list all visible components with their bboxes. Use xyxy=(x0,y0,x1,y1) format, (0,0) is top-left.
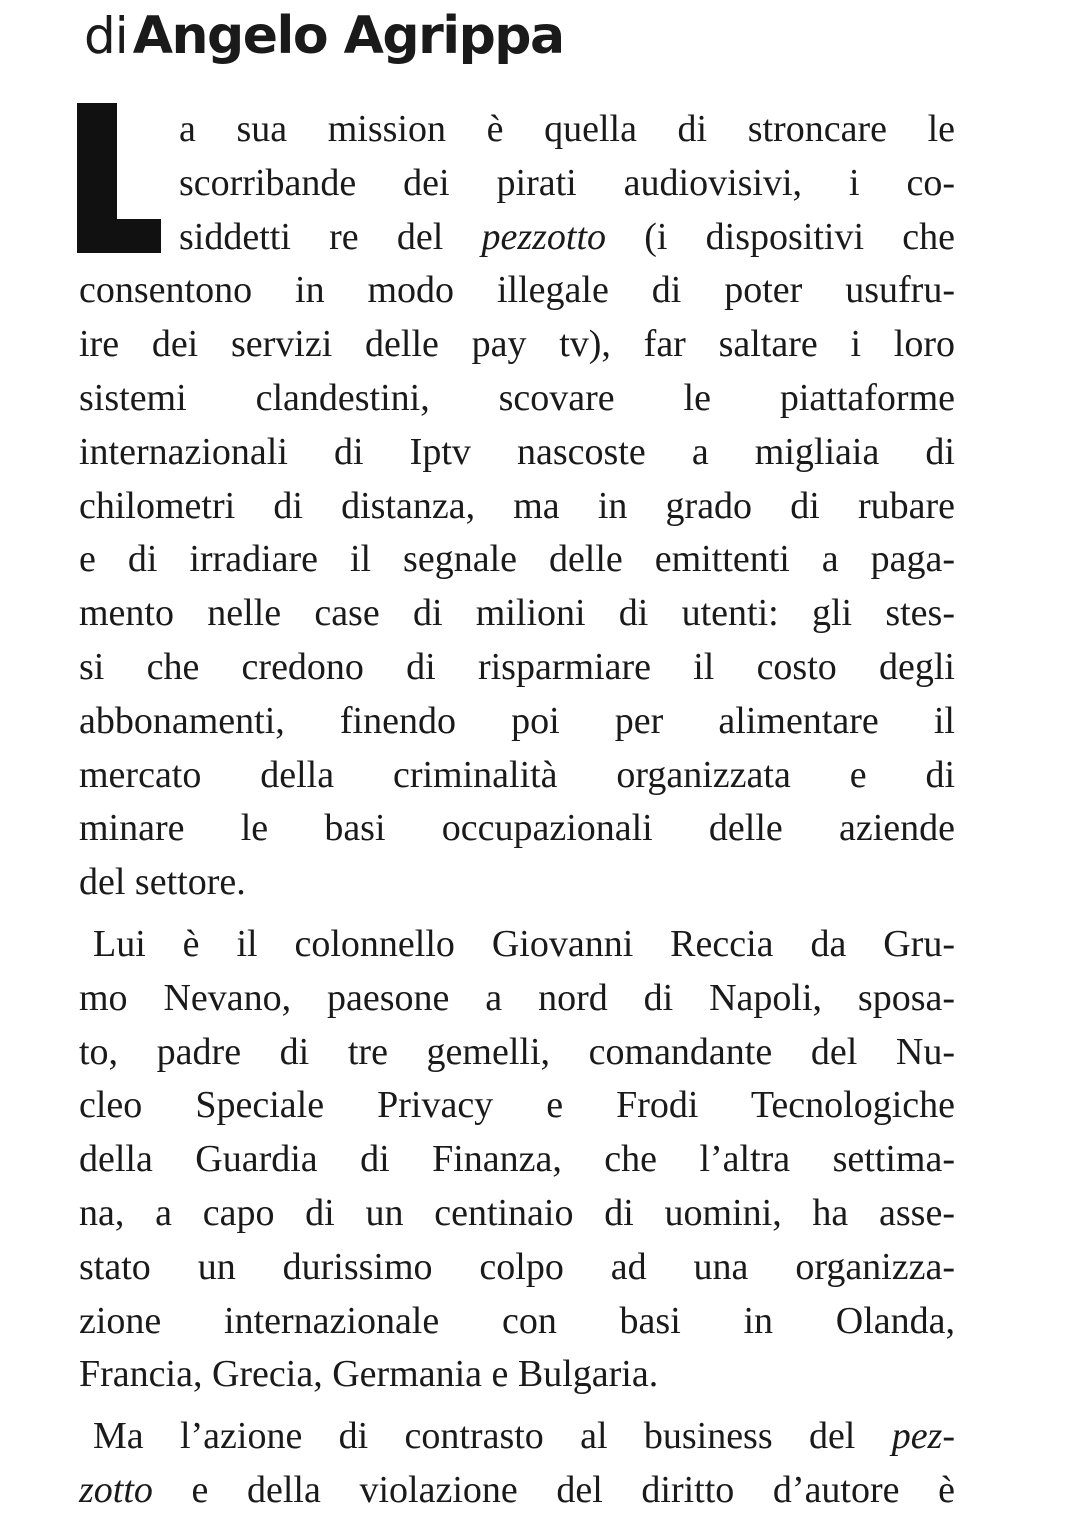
byline xyxy=(84,0,564,72)
text-line: ire dei servizi delle pay tv), far saltare i loro xyxy=(79,323,955,366)
text-line: stato un durissimo colpo ad una organizza- xyxy=(79,1245,955,1288)
text-line: chilometri di distanza, ma in grado di rubare xyxy=(79,484,955,527)
text-line xyxy=(79,1410,955,1464)
text-line: to, padre di tre gemelli, comandante del Nu- xyxy=(79,1030,955,1073)
text-line: Francia, Grecia, Germania e Bulgaria. xyxy=(79,1353,659,1396)
italic-term: pezzotto xyxy=(481,215,607,258)
paragraph-2 xyxy=(79,918,955,1402)
byline-prefix: di xyxy=(84,7,128,65)
text-line: minare le basi occupazionali delle aziende xyxy=(79,807,955,850)
text-line: e di irradiare il segnale delle emittenti a paga- xyxy=(79,538,955,581)
article-body xyxy=(79,103,955,1518)
text-line: scorribande dei pirati audiovisivi, i co- xyxy=(179,161,955,204)
italic-term: zotto xyxy=(79,1468,153,1511)
text-line: consentono in modo illegale di poter usufru- xyxy=(79,269,955,312)
drop-cap-foot xyxy=(77,219,161,253)
text-line: cleo Speciale Privacy e Frodi Tecnologiche xyxy=(79,1084,955,1127)
text-run: e della violazione del diritto d’autore è xyxy=(152,1468,955,1511)
text-run: siddetti re del xyxy=(179,215,482,258)
text-line xyxy=(79,1464,955,1518)
text-run: Ma l’azione di contrasto al business del xyxy=(93,1415,892,1458)
text-line: internazionali di Iptv nascoste a migliaia di xyxy=(79,430,955,473)
text-line: zione internazionale con basi in Olanda, xyxy=(79,1299,955,1342)
text-line: sistemi clandestini, scovare le piattaforme xyxy=(79,376,955,419)
paragraph-gap xyxy=(79,910,955,918)
text-line: mento nelle case di milioni di utenti: gli stes- xyxy=(79,592,955,635)
byline-author: Angelo Agrippa xyxy=(132,6,564,66)
text-line: abbonamenti, finendo poi per alimentare il xyxy=(79,699,955,742)
paragraph-1 xyxy=(79,103,955,910)
drop-cap xyxy=(77,103,161,253)
text-line: a sua mission è quella di stroncare le xyxy=(179,108,955,150)
text-line xyxy=(79,211,955,265)
text-line: del settore. xyxy=(79,861,246,904)
text-line: na, a capo di un centinaio di uomini, ha asse- xyxy=(79,1191,955,1234)
text-line: si che credono di risparmiare il costo degli xyxy=(79,645,955,688)
text-line: della Guardia di Finanza, che l’altra settima- xyxy=(79,1138,955,1181)
text-line: Lui è il colonnello Giovanni Reccia da Gru- xyxy=(93,922,955,965)
text-run: (i dispositivi che xyxy=(606,215,955,258)
text-line: mercato della criminalità organizzata e di xyxy=(79,753,955,796)
text-line: mo Nevano, paesone a nord di Napoli, sposa- xyxy=(79,976,955,1019)
italic-term: pez- xyxy=(891,1415,955,1458)
paragraph-gap xyxy=(79,1402,955,1410)
